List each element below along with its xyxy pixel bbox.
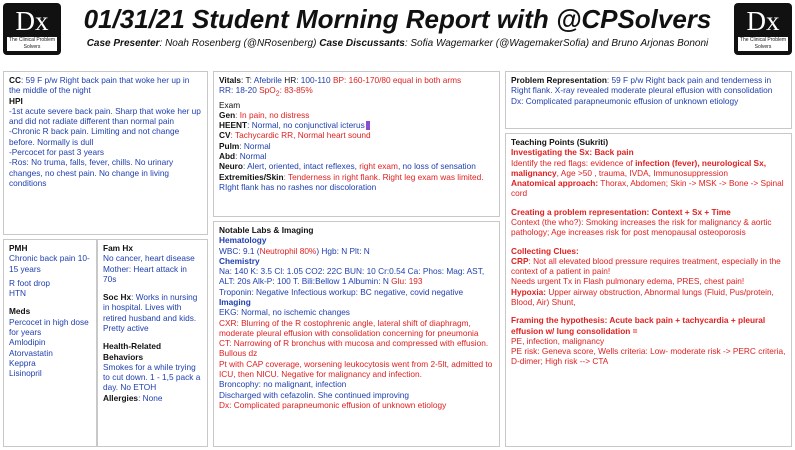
pulm-value: : Normal <box>239 140 271 151</box>
course-text: Pt with CAP coverage, worsening leukocytosis went from 2-5lt, admitted to ICU, then NICU. Negative for malignancy and infection. <box>219 358 493 379</box>
teaching-text: PE, infection, malignancy <box>511 335 605 346</box>
hematology-text: WBC: 9.1 ( <box>219 245 260 256</box>
ekg-text: EKG: Normal, no ischemic changes <box>219 307 350 318</box>
troponin-text: Troponin: Negative Infectious workup: BC negative, covid negative <box>219 286 464 297</box>
pmh-item: HTN <box>9 288 27 299</box>
hr-value: : 100-110 <box>296 75 333 85</box>
problem-rep-dx: Dx: Complicated parapneumonic effusion of unknown etiology <box>511 95 739 106</box>
ct-text: CT: Narrowing of R bronchus with mucosa and compressed with effusion. Bullous dz <box>219 338 489 359</box>
hpi-line: -1st acute severe back pain. Sharp that woke her up and did not radiate different than normal pain <box>9 105 201 127</box>
cc-label: CC <box>9 75 21 85</box>
bronchoscopy-text: Broncophy: no malignant, infection <box>219 379 347 390</box>
meds-label: Meds <box>9 306 31 317</box>
cc-hpi-panel <box>3 71 208 235</box>
diagnosis-text: Dx: Complicated parapneumonic effusion of unknown etiology <box>219 399 447 410</box>
fam-hx-item: No cancer, heart disease <box>103 253 195 264</box>
fam-hx-item: Mother: Heart attack in 70s <box>103 263 187 284</box>
pmh-item: R foot drop <box>9 277 51 288</box>
problem-rep-label: Problem Representation <box>511 75 607 85</box>
family-social-panel <box>97 239 208 447</box>
pulm-label: Pulm <box>219 140 240 151</box>
extremities-label: Extremities/Skin <box>219 171 284 182</box>
exam-label: Exam <box>219 99 241 110</box>
extremities-value-end: RIght flank has no rashes nor discoloration <box>219 181 377 192</box>
chemistry-label: Chemistry <box>219 255 260 266</box>
logo-text: Dx <box>746 6 780 36</box>
teaching-text: Thorax, Abdomen; Skin -> MSK -> Bone -> Spinal cord <box>511 178 784 199</box>
teaching-heading: Investigating the Sx: Back pain <box>511 147 634 158</box>
vitals-label: Vitals <box>219 75 241 85</box>
behaviors-text: Smokes for a while trying to cut down. 1 - 1,5 pack a day. No ETOH <box>103 361 201 393</box>
teaching-heading: Collecting Clues: <box>511 245 579 256</box>
cv-label: CV <box>219 130 231 141</box>
cc-text: : 59 F p/w Right back pain that woke her up in the middle of the night <box>9 75 190 96</box>
pmh-label: PMH <box>9 243 28 253</box>
logo-right <box>734 3 792 55</box>
text-cursor-icon <box>366 121 370 130</box>
hematology-label: Hematology <box>219 235 267 246</box>
med-item: Lisinopril <box>9 368 42 379</box>
discussants-names: : Sofia Wagemarker (@WagemakerSofia) and Bruno Arjonas Bononi <box>404 38 709 49</box>
problem-rep-text: : 59 F p/w Right back pain and tenderness in Right flank. X-ray revealed moderate pleural effusion with consolidation <box>511 75 773 96</box>
crp-label: CRP <box>511 255 529 266</box>
allergies-text: : None <box>138 392 163 403</box>
med-item: Amlodipin <box>9 337 46 348</box>
rr-value: : 18-20 <box>230 85 260 96</box>
teaching-text: PE risk: Geneva score, Wells criteria: Low- moderate risk -> PERC criteria, D-dimer; High risk --> CTA <box>511 346 786 367</box>
hr-label: HR <box>284 75 297 85</box>
imaging-label: Imaging <box>219 296 251 307</box>
teaching-points-panel <box>505 133 792 447</box>
presenter-name: : Noah Rosenberg (@NRosenberg) <box>159 38 320 49</box>
page-title: 01/31/21 Student Morning Report with @CPSolvers <box>83 4 712 34</box>
logo-subtitle: The Clinical Problem Solvers <box>8 37 56 50</box>
gen-value: : In pain, no distress <box>235 109 310 120</box>
vitals-exam-panel <box>213 71 500 217</box>
med-item: Keppra <box>9 357 36 368</box>
anatomical-approach-label: Anatomical approach: <box>511 178 599 189</box>
teaching-text: Context (the who?): Smoking increases the risk for malignancy & aortic pathology; Age increases risk for post menopausal osteoporosis <box>511 216 772 238</box>
pmh-panel <box>3 239 97 447</box>
discharge-text: Discharged with cefazolin. She continued improving <box>219 389 410 400</box>
gen-label: Gen <box>219 109 236 120</box>
spo2-label: SpO <box>259 85 276 96</box>
presenter-label: Case Presenter <box>86 38 160 49</box>
glucose-value: Glu: 193 <box>391 276 423 287</box>
logo-left <box>3 3 61 55</box>
med-item: Percocet in high dose for years <box>9 316 89 337</box>
hpi-line: -Percocet for past 3 years <box>9 146 104 157</box>
behaviors-label: Health-Related Behaviors <box>103 341 162 362</box>
cv-value: : Tachycardic RR, Normal heart sound <box>230 130 371 141</box>
spo2-value: : 83-85% <box>279 85 313 96</box>
neutrophil-value: Neutrophil 80% <box>259 245 317 256</box>
pmh-item: Chronic back pain 10-15 years <box>9 253 90 274</box>
hpi-line: -Chronic R back pain. Limiting and not change before. Normally is dull <box>9 126 180 147</box>
teaching-label: Teaching Points (Sukriti) <box>511 137 609 147</box>
hypoxia-label: Hypoxia: <box>511 286 547 297</box>
teaching-text: Identify the red flags: evidence of <box>511 157 636 168</box>
labs-label: Notable Labs & Imaging <box>219 225 314 235</box>
teaching-heading: Framing the hypothesis: Acute back pain + tachycardia + pleural effusion w/ lung consolidation = <box>511 315 766 336</box>
logo-subtitle: The Clinical Problem Solvers <box>739 37 787 50</box>
abd-value: : Normal <box>235 150 267 161</box>
bp-label: BP <box>332 75 345 85</box>
abd-label: Abd <box>219 150 236 161</box>
hpi-label: HPI <box>9 95 23 106</box>
teaching-text: Needs urgent Tx in Flash pulmonary edema, PRES, chest pain! <box>511 276 745 287</box>
discussants-label: Case Discussants <box>319 38 405 49</box>
allergies-label: Allergies <box>103 392 139 403</box>
problem-representation-panel <box>505 71 792 129</box>
temp-value: : Afebrile <box>249 75 285 85</box>
rr-label: RR <box>219 85 231 96</box>
teaching-highlight: infection (fever), neurological Sx, malignancy <box>511 157 767 178</box>
teaching-heading: Creating a problem representation: Context + Sx + Time <box>511 206 731 217</box>
teaching-text: : Not all elevated blood pressure requires treatment, especially in the context of a patient in pain! <box>511 255 781 277</box>
heent-label: HEENT <box>219 120 248 131</box>
fam-hx-label: Fam Hx <box>103 243 133 253</box>
med-item: Atorvastatin <box>9 347 53 358</box>
chemistry-text: Na: 140 K: 3.5 Cl: 1.05 CO2: 22C BUN: 10 Cr:0.54 Ca: Phos: Mag: AST, ALT: 20s Alk-P: 100 T. Bili:Bellow 1 Albumin: N <box>219 266 485 287</box>
cxr-text: CXR: Blurring of the R costophrenic angle, lateral shift of diaphragm, moderate pleural effusion with consolidation concerning for pneumonia <box>219 317 479 338</box>
soc-hx-label: Soc Hx <box>103 292 132 303</box>
hpi-line: -Ros: No truma, falls, fever, chills. No urinary changes, no chest pain. No change in living conditions <box>9 157 174 188</box>
soc-hx-text: : Works in nursing in hospital. Lives with retired husband and kids. Pretty active <box>103 292 198 333</box>
neuro-value-end: , no loss of sensation <box>397 161 476 172</box>
neuro-value: : Alert, oriented, intact reflexes, <box>242 161 360 172</box>
extremities-value: : Tenderness in right flank. Right leg exam was limited. <box>283 171 484 182</box>
bp-value: : 160-170/80 equal in both arms <box>344 75 462 85</box>
temp-label: : T <box>241 75 250 85</box>
presenter-line <box>70 38 725 50</box>
neuro-label: Neuro <box>219 161 243 172</box>
heent-value: : Normal, no conjunctival icterus <box>247 120 365 131</box>
logo-text: Dx <box>15 6 49 36</box>
teaching-text: Upper airway obstruction, Abnormal lungs (Fluid, Pus/protein, Blood, Air) Shunt, <box>511 286 774 307</box>
hematology-text-end: ) Hgb: N Plt: N <box>316 245 370 256</box>
labs-imaging-panel <box>213 221 500 447</box>
neuro-value-highlight: right exam <box>359 161 398 172</box>
teaching-text: , Age >50 , trauma, IVDA, Immunosuppression <box>556 167 728 178</box>
spo2-subscript: 2 <box>275 90 280 98</box>
